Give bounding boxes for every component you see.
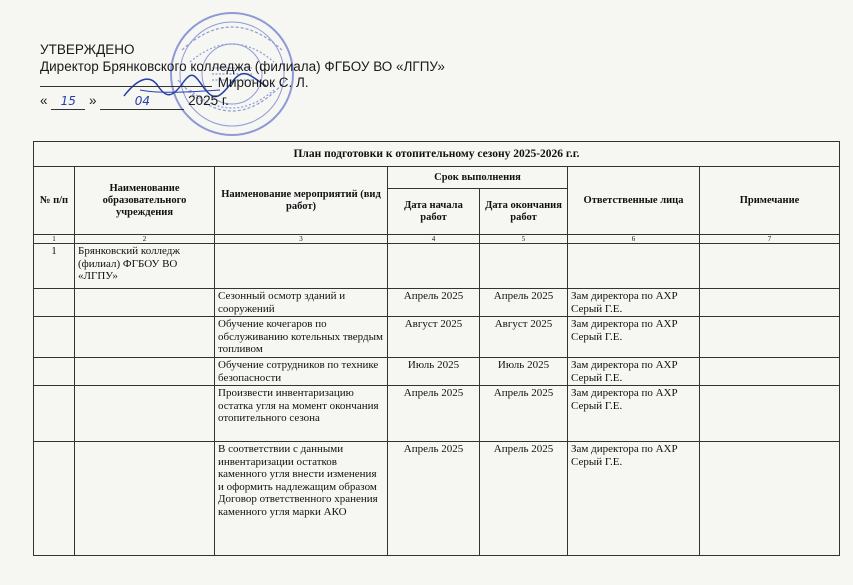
cell-end: Июль 2025 (480, 358, 568, 386)
date-month: 04 (100, 93, 184, 111)
cell-num: 1 (34, 244, 75, 289)
cell-end: Август 2025 (480, 317, 568, 358)
table-row (34, 442, 840, 556)
header-note: Примечание (700, 167, 840, 235)
cell-responsible: Зам директора по АХР Серый Г.Е. (568, 358, 700, 386)
header-start: Дата начала работ (388, 189, 480, 235)
cell-activity: Обучение кочегаров по обслуживанию котельных твердым топливом (215, 317, 388, 358)
cell-num (34, 317, 75, 358)
cell-institution (75, 289, 215, 317)
column-number-row (34, 235, 840, 244)
table-title: План подготовки к отопительному сезону 2025-2026 г.г. (34, 142, 840, 167)
cell-note (700, 244, 840, 289)
cell-institution (75, 358, 215, 386)
cell-end: Апрель 2025 (480, 386, 568, 442)
cell-institution (75, 317, 215, 358)
col-number: 7 (700, 235, 840, 244)
cell-note (700, 358, 840, 386)
col-number: 4 (388, 235, 480, 244)
cell-start: Август 2025 (388, 317, 480, 358)
cell-institution (75, 386, 215, 442)
header-num: № п/п (34, 167, 75, 235)
col-number: 1 (34, 235, 75, 244)
col-number: 6 (568, 235, 700, 244)
table-row (34, 317, 840, 358)
signature-line (40, 85, 212, 87)
cell-num (34, 442, 75, 556)
signer-line (40, 75, 445, 92)
cell-num (34, 358, 75, 386)
date-open-quote: « (40, 92, 48, 108)
cell-num (34, 386, 75, 442)
approved-label: УТВЕРЖДЕНО (40, 42, 135, 57)
cell-activity: Обучение сотрудников по технике безопасности (215, 358, 388, 386)
cell-responsible: Зам директора по АХР Серый Г.Е. (568, 442, 700, 556)
cell-activity: Произвести инвентаризацию остатка угля на момент окончания отопительного сезона (215, 386, 388, 442)
cell-note (700, 289, 840, 317)
cell-activity: Сезонный осмотр зданий и сооружений (215, 289, 388, 317)
heating-plan-table (33, 141, 839, 556)
date-day: 15 (51, 93, 85, 111)
cell-activity (215, 244, 388, 289)
col-number: 5 (480, 235, 568, 244)
header-deadline: Срок выполнения (388, 167, 568, 189)
approval-block (40, 42, 445, 110)
cell-end (480, 244, 568, 289)
cell-note (700, 386, 840, 442)
cell-note (700, 317, 840, 358)
header-activity: Наименование мероприятий (вид работ) (215, 167, 388, 235)
cell-institution (75, 442, 215, 556)
cell-activity: В соответствии с данными инвентаризации остатков каменного угля внести изменения и оформить надлежащим образом Договор ответственного хранения каменного угля марки АКО (215, 442, 388, 556)
cell-responsible: Зам директора по АХР Серый Г.Е. (568, 289, 700, 317)
director-position: Директор Брянковского колледжа (филиала) ФГБОУ ВО «ЛГПУ» (40, 58, 445, 74)
date-year: 2025 г. (188, 92, 229, 108)
signer-name: Миронюк С. Л. (217, 75, 309, 90)
cell-responsible: Зам директора по АХР Серый Г.Е. (568, 386, 700, 442)
header-responsible: Ответственные лица (568, 167, 700, 235)
col-number: 2 (75, 235, 215, 244)
date-close-quote: » (89, 92, 97, 108)
header-institution: Наименование образовательного учреждения (75, 167, 215, 235)
cell-start (388, 244, 480, 289)
cell-responsible (568, 244, 700, 289)
cell-end: Апрель 2025 (480, 289, 568, 317)
table-row (34, 244, 840, 289)
cell-responsible: Зам директора по АХР Серый Г.Е. (568, 317, 700, 358)
header-end: Дата окончания работ (480, 189, 568, 235)
cell-start: Апрель 2025 (388, 289, 480, 317)
table-row (34, 386, 840, 442)
table-row (34, 358, 840, 386)
cell-num (34, 289, 75, 317)
cell-note (700, 442, 840, 556)
col-number: 3 (215, 235, 388, 244)
cell-institution: Брянковский колледж (филиал) ФГБОУ ВО «ЛГПУ» (75, 244, 215, 289)
cell-end: Апрель 2025 (480, 442, 568, 556)
cell-start: Апрель 2025 (388, 442, 480, 556)
cell-start: Июль 2025 (388, 358, 480, 386)
cell-start: Апрель 2025 (388, 386, 480, 442)
approval-date (40, 93, 445, 111)
table-row (34, 289, 840, 317)
